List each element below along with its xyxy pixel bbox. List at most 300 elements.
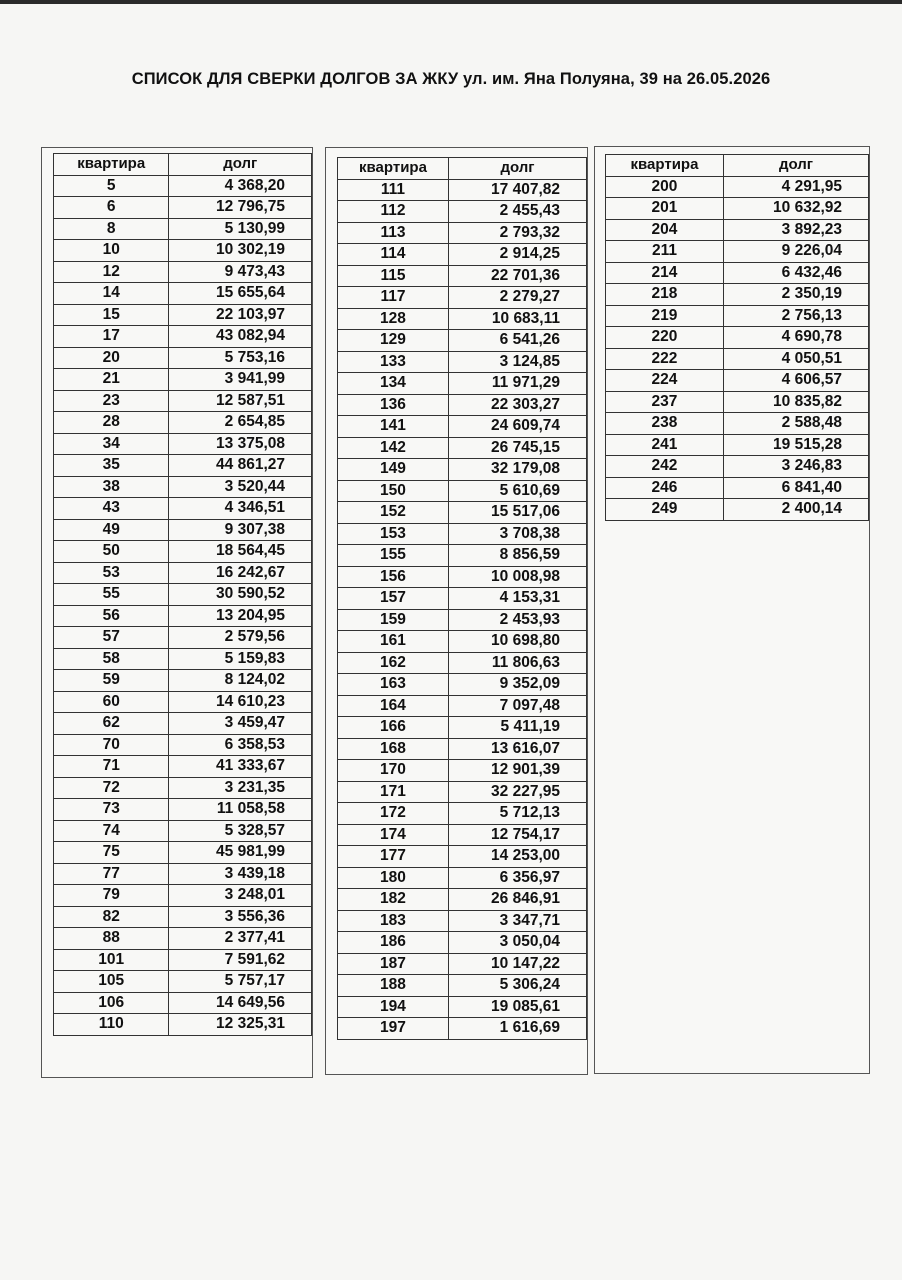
apartment-number-cell: 141: [338, 416, 449, 438]
debt-amount-cell: 4 368,20: [169, 175, 312, 197]
debt-amount-cell: 19 515,28: [723, 434, 868, 456]
table-row: [54, 455, 312, 477]
apartment-number-cell: 174: [338, 824, 449, 846]
table-row: [54, 412, 312, 434]
debt-amount-cell: 12 587,51: [169, 390, 312, 412]
apartment-number-cell: 117: [338, 287, 449, 309]
table-row: [54, 240, 312, 262]
table-row: [54, 197, 312, 219]
apartment-number-cell: 133: [338, 351, 449, 373]
debt-amount-cell: 3 124,85: [448, 351, 586, 373]
table-body: [338, 179, 587, 1039]
debt-table-panel-3: [594, 146, 870, 1074]
table-row: [338, 287, 587, 309]
apartment-number-cell: 204: [606, 219, 724, 241]
apartment-number-cell: 237: [606, 391, 724, 413]
table-row: [338, 351, 587, 373]
apartment-number-cell: 106: [54, 992, 169, 1014]
table-row: [338, 846, 587, 868]
debt-amount-cell: 2 914,25: [448, 244, 586, 266]
apartment-number-cell: 57: [54, 627, 169, 649]
debt-amount-cell: 3 439,18: [169, 863, 312, 885]
table-row: [54, 820, 312, 842]
debt-amount-cell: 5 130,99: [169, 218, 312, 240]
apartment-number-cell: 8: [54, 218, 169, 240]
debt-amount-cell: 2 455,43: [448, 201, 586, 223]
debt-table: [605, 154, 869, 521]
debt-amount-cell: 3 941,99: [169, 369, 312, 391]
apartment-number-cell: 43: [54, 498, 169, 520]
apartment-number-cell: 34: [54, 433, 169, 455]
table-row: [54, 992, 312, 1014]
debt-amount-cell: 2 350,19: [723, 284, 868, 306]
apartment-number-cell: 56: [54, 605, 169, 627]
document-title: СПИСОК ДЛЯ СВЕРКИ ДОЛГОВ ЗА ЖКУ ул. им. Яна Полуяна, 39 на 26.05.2026: [131, 70, 771, 88]
table-row: [606, 391, 869, 413]
debt-amount-cell: 43 082,94: [169, 326, 312, 348]
apartment-column-header: квартира: [606, 155, 724, 177]
apartment-number-cell: 111: [338, 179, 449, 201]
debt-amount-cell: 12 754,17: [448, 824, 586, 846]
table-row: [338, 1018, 587, 1040]
table-row: [606, 176, 869, 198]
table-row: [54, 949, 312, 971]
debt-amount-cell: 17 407,82: [448, 179, 586, 201]
table-row: [606, 413, 869, 435]
debt-amount-cell: 45 981,99: [169, 842, 312, 864]
debt-amount-cell: 5 610,69: [448, 480, 586, 502]
apartment-number-cell: 214: [606, 262, 724, 284]
table-row: [54, 885, 312, 907]
apartment-number-cell: 159: [338, 609, 449, 631]
debt-amount-cell: 22 303,27: [448, 394, 586, 416]
apartment-number-cell: 150: [338, 480, 449, 502]
apartment-number-cell: 161: [338, 631, 449, 653]
debt-amount-cell: 32 227,95: [448, 781, 586, 803]
debt-amount-cell: 2 453,93: [448, 609, 586, 631]
debt-amount-cell: 3 347,71: [448, 910, 586, 932]
apartment-number-cell: 113: [338, 222, 449, 244]
table-row: [338, 201, 587, 223]
table-row: [338, 910, 587, 932]
debt-amount-cell: 6 841,40: [723, 477, 868, 499]
table-row: [606, 477, 869, 499]
table-row: [54, 756, 312, 778]
debt-amount-cell: 4 606,57: [723, 370, 868, 392]
apartment-number-cell: 211: [606, 241, 724, 263]
debt-amount-cell: 2 377,41: [169, 928, 312, 950]
table-row: [606, 370, 869, 392]
apartment-number-cell: 238: [606, 413, 724, 435]
debt-amount-cell: 11 971,29: [448, 373, 586, 395]
apartment-number-cell: 155: [338, 545, 449, 567]
debt-amount-cell: 12 325,31: [169, 1014, 312, 1036]
table-row: [338, 889, 587, 911]
apartment-number-cell: 149: [338, 459, 449, 481]
table-row: [338, 330, 587, 352]
apartment-number-cell: 136: [338, 394, 449, 416]
debt-amount-cell: 10 632,92: [723, 198, 868, 220]
debt-amount-cell: 18 564,45: [169, 541, 312, 563]
table-row: [54, 390, 312, 412]
apartment-number-cell: 79: [54, 885, 169, 907]
debt-amount-cell: 9 352,09: [448, 674, 586, 696]
debt-amount-cell: 10 683,11: [448, 308, 586, 330]
table-row: [606, 327, 869, 349]
apartment-number-cell: 88: [54, 928, 169, 950]
debt-amount-cell: 26 846,91: [448, 889, 586, 911]
debt-amount-cell: 30 590,52: [169, 584, 312, 606]
table-row: [54, 799, 312, 821]
apartment-number-cell: 75: [54, 842, 169, 864]
apartment-number-cell: 14: [54, 283, 169, 305]
debt-amount-cell: 5 411,19: [448, 717, 586, 739]
apartment-number-cell: 152: [338, 502, 449, 524]
table-row: [54, 648, 312, 670]
apartment-number-cell: 17: [54, 326, 169, 348]
apartment-number-cell: 10: [54, 240, 169, 262]
debt-amount-cell: 22 103,97: [169, 304, 312, 326]
table-row: [54, 713, 312, 735]
debt-amount-cell: 9 307,38: [169, 519, 312, 541]
apartment-number-cell: 38: [54, 476, 169, 498]
table-row: [338, 373, 587, 395]
debt-amount-cell: 24 609,74: [448, 416, 586, 438]
table-row: [338, 824, 587, 846]
apartment-number-cell: 162: [338, 652, 449, 674]
table-row: [606, 198, 869, 220]
debt-amount-cell: 6 356,97: [448, 867, 586, 889]
table-row: [606, 348, 869, 370]
debt-amount-cell: 13 375,08: [169, 433, 312, 455]
debt-amount-cell: 26 745,15: [448, 437, 586, 459]
table-row: [338, 545, 587, 567]
debt-amount-cell: 9 473,43: [169, 261, 312, 283]
debt-amount-cell: 7 097,48: [448, 695, 586, 717]
apartment-number-cell: 129: [338, 330, 449, 352]
table-row: [54, 734, 312, 756]
debt-amount-cell: 15 655,64: [169, 283, 312, 305]
apartment-number-cell: 77: [54, 863, 169, 885]
table-row: [54, 218, 312, 240]
table-row: [54, 347, 312, 369]
apartment-number-cell: 177: [338, 846, 449, 868]
apartment-number-cell: 164: [338, 695, 449, 717]
apartment-number-cell: 23: [54, 390, 169, 412]
debt-amount-cell: 2 279,27: [448, 287, 586, 309]
apartment-number-cell: 6: [54, 197, 169, 219]
table-row: [54, 627, 312, 649]
table-row: [54, 1014, 312, 1036]
apartment-number-cell: 201: [606, 198, 724, 220]
table-row: [338, 738, 587, 760]
debt-amount-cell: 2 654,85: [169, 412, 312, 434]
apartment-number-cell: 218: [606, 284, 724, 306]
table-row: [54, 326, 312, 348]
debt-amount-cell: 2 793,32: [448, 222, 586, 244]
debt-amount-cell: 13 616,07: [448, 738, 586, 760]
debt-amount-cell: 9 226,04: [723, 241, 868, 263]
table-row: [54, 562, 312, 584]
apartment-number-cell: 21: [54, 369, 169, 391]
debt-column-header: долг: [448, 158, 586, 180]
table-row: [338, 803, 587, 825]
apartment-number-cell: 153: [338, 523, 449, 545]
apartment-number-cell: 183: [338, 910, 449, 932]
table-row: [606, 305, 869, 327]
table-row: [54, 928, 312, 950]
apartment-number-cell: 241: [606, 434, 724, 456]
debt-table-panel-1: [41, 147, 313, 1078]
table-row: [606, 262, 869, 284]
debt-amount-cell: 3 050,04: [448, 932, 586, 954]
debt-amount-cell: 16 242,67: [169, 562, 312, 584]
debt-amount-cell: 2 579,56: [169, 627, 312, 649]
debt-amount-cell: 15 517,06: [448, 502, 586, 524]
apartment-number-cell: 72: [54, 777, 169, 799]
table-row: [338, 459, 587, 481]
apartment-number-cell: 246: [606, 477, 724, 499]
table-row: [338, 179, 587, 201]
apartment-number-cell: 55: [54, 584, 169, 606]
table-header-row: [338, 158, 587, 180]
apartment-number-cell: 242: [606, 456, 724, 478]
debt-table-panel-2: [325, 147, 588, 1075]
debt-amount-cell: 10 835,82: [723, 391, 868, 413]
apartment-number-cell: 112: [338, 201, 449, 223]
table-row: [338, 437, 587, 459]
table-row: [338, 502, 587, 524]
table-row: [54, 863, 312, 885]
debt-amount-cell: 3 248,01: [169, 885, 312, 907]
apartment-number-cell: 28: [54, 412, 169, 434]
apartment-number-cell: 114: [338, 244, 449, 266]
apartment-number-cell: 156: [338, 566, 449, 588]
apartment-number-cell: 101: [54, 949, 169, 971]
apartment-number-cell: 187: [338, 953, 449, 975]
debt-amount-cell: 7 591,62: [169, 949, 312, 971]
apartment-number-cell: 128: [338, 308, 449, 330]
debt-amount-cell: 10 698,80: [448, 631, 586, 653]
apartment-number-cell: 82: [54, 906, 169, 928]
debt-amount-cell: 6 358,53: [169, 734, 312, 756]
table-row: [606, 284, 869, 306]
table-row: [338, 781, 587, 803]
apartment-number-cell: 60: [54, 691, 169, 713]
debt-amount-cell: 10 008,98: [448, 566, 586, 588]
table-row: [54, 283, 312, 305]
debt-amount-cell: 12 901,39: [448, 760, 586, 782]
apartment-number-cell: 73: [54, 799, 169, 821]
table-header-row: [606, 155, 869, 177]
debt-amount-cell: 44 861,27: [169, 455, 312, 477]
page-top-edge: [0, 0, 902, 4]
apartment-number-cell: 35: [54, 455, 169, 477]
apartment-number-cell: 110: [54, 1014, 169, 1036]
table-row: [338, 566, 587, 588]
apartment-number-cell: 194: [338, 996, 449, 1018]
table-row: [54, 842, 312, 864]
table-header-row: [54, 154, 312, 176]
debt-amount-cell: 5 306,24: [448, 975, 586, 997]
debt-amount-cell: 10 147,22: [448, 953, 586, 975]
table-row: [54, 476, 312, 498]
apartment-number-cell: 49: [54, 519, 169, 541]
apartment-number-cell: 249: [606, 499, 724, 521]
apartment-number-cell: 197: [338, 1018, 449, 1040]
table-row: [338, 416, 587, 438]
table-row: [338, 996, 587, 1018]
table-row: [606, 456, 869, 478]
debt-amount-cell: 4 153,31: [448, 588, 586, 610]
debt-amount-cell: 2 400,14: [723, 499, 868, 521]
apartment-number-cell: 70: [54, 734, 169, 756]
table-row: [54, 541, 312, 563]
debt-amount-cell: 3 708,38: [448, 523, 586, 545]
table-row: [606, 219, 869, 241]
table-row: [338, 953, 587, 975]
debt-amount-cell: 5 712,13: [448, 803, 586, 825]
debt-amount-cell: 12 796,75: [169, 197, 312, 219]
apartment-number-cell: 166: [338, 717, 449, 739]
debt-amount-cell: 14 649,56: [169, 992, 312, 1014]
table-row: [606, 241, 869, 263]
apartment-number-cell: 163: [338, 674, 449, 696]
debt-amount-cell: 32 179,08: [448, 459, 586, 481]
table-row: [606, 434, 869, 456]
apartment-number-cell: 224: [606, 370, 724, 392]
apartment-number-cell: 134: [338, 373, 449, 395]
table-row: [54, 261, 312, 283]
apartment-number-cell: 157: [338, 588, 449, 610]
apartment-number-cell: 71: [54, 756, 169, 778]
table-row: [338, 609, 587, 631]
table-row: [54, 906, 312, 928]
debt-amount-cell: 8 856,59: [448, 545, 586, 567]
table-row: [338, 222, 587, 244]
apartment-number-cell: 172: [338, 803, 449, 825]
table-row: [338, 265, 587, 287]
apartment-number-cell: 115: [338, 265, 449, 287]
table-row: [338, 674, 587, 696]
apartment-number-cell: 53: [54, 562, 169, 584]
table-row: [338, 308, 587, 330]
debt-amount-cell: 4 346,51: [169, 498, 312, 520]
table-row: [54, 584, 312, 606]
table-row: [338, 760, 587, 782]
apartment-number-cell: 62: [54, 713, 169, 735]
table-row: [338, 523, 587, 545]
debt-amount-cell: 5 757,17: [169, 971, 312, 993]
table-row: [338, 631, 587, 653]
table-row: [54, 971, 312, 993]
apartment-number-cell: 105: [54, 971, 169, 993]
table-row: [54, 777, 312, 799]
table-row: [338, 867, 587, 889]
table-row: [338, 588, 587, 610]
table-row: [54, 175, 312, 197]
table-row: [54, 304, 312, 326]
table-row: [54, 519, 312, 541]
debt-amount-cell: 6 541,26: [448, 330, 586, 352]
apartment-number-cell: 20: [54, 347, 169, 369]
table-row: [338, 932, 587, 954]
debt-amount-cell: 14 253,00: [448, 846, 586, 868]
apartment-number-cell: 182: [338, 889, 449, 911]
debt-amount-cell: 4 050,51: [723, 348, 868, 370]
apartment-number-cell: 142: [338, 437, 449, 459]
debt-amount-cell: 22 701,36: [448, 265, 586, 287]
apartment-number-cell: 168: [338, 738, 449, 760]
apartment-column-header: квартира: [54, 154, 169, 176]
apartment-number-cell: 15: [54, 304, 169, 326]
debt-amount-cell: 4 690,78: [723, 327, 868, 349]
apartment-number-cell: 180: [338, 867, 449, 889]
debt-amount-cell: 3 520,44: [169, 476, 312, 498]
table-row: [338, 394, 587, 416]
apartment-number-cell: 12: [54, 261, 169, 283]
debt-column-header: долг: [723, 155, 868, 177]
table-row: [338, 652, 587, 674]
apartment-number-cell: 200: [606, 176, 724, 198]
debt-amount-cell: 11 806,63: [448, 652, 586, 674]
table-row: [54, 433, 312, 455]
debt-amount-cell: 10 302,19: [169, 240, 312, 262]
apartment-column-header: квартира: [338, 158, 449, 180]
debt-amount-cell: 14 610,23: [169, 691, 312, 713]
debt-amount-cell: 3 246,83: [723, 456, 868, 478]
apartment-number-cell: 170: [338, 760, 449, 782]
table-row: [606, 499, 869, 521]
table-row: [338, 244, 587, 266]
debt-amount-cell: 13 204,95: [169, 605, 312, 627]
debt-amount-cell: 2 588,48: [723, 413, 868, 435]
debt-table: [337, 157, 587, 1040]
debt-amount-cell: 6 432,46: [723, 262, 868, 284]
table-row: [54, 670, 312, 692]
table-row: [338, 480, 587, 502]
table-row: [338, 975, 587, 997]
debt-amount-cell: 8 124,02: [169, 670, 312, 692]
debt-amount-cell: 41 333,67: [169, 756, 312, 778]
debt-column-header: долг: [169, 154, 312, 176]
apartment-number-cell: 50: [54, 541, 169, 563]
table-row: [54, 369, 312, 391]
table-row: [54, 691, 312, 713]
apartment-number-cell: 171: [338, 781, 449, 803]
table-row: [338, 695, 587, 717]
apartment-number-cell: 5: [54, 175, 169, 197]
debt-amount-cell: 3 556,36: [169, 906, 312, 928]
table-row: [338, 717, 587, 739]
debt-amount-cell: 2 756,13: [723, 305, 868, 327]
table-body: [54, 175, 312, 1035]
debt-amount-cell: 4 291,95: [723, 176, 868, 198]
debt-amount-cell: 5 753,16: [169, 347, 312, 369]
debt-amount-cell: 3 459,47: [169, 713, 312, 735]
apartment-number-cell: 58: [54, 648, 169, 670]
debt-amount-cell: 11 058,58: [169, 799, 312, 821]
apartment-number-cell: 220: [606, 327, 724, 349]
table-row: [54, 605, 312, 627]
apartment-number-cell: 186: [338, 932, 449, 954]
apartment-number-cell: 222: [606, 348, 724, 370]
debt-amount-cell: 5 159,83: [169, 648, 312, 670]
debt-amount-cell: 5 328,57: [169, 820, 312, 842]
table-row: [54, 498, 312, 520]
debt-amount-cell: 1 616,69: [448, 1018, 586, 1040]
debt-table: [53, 153, 312, 1036]
